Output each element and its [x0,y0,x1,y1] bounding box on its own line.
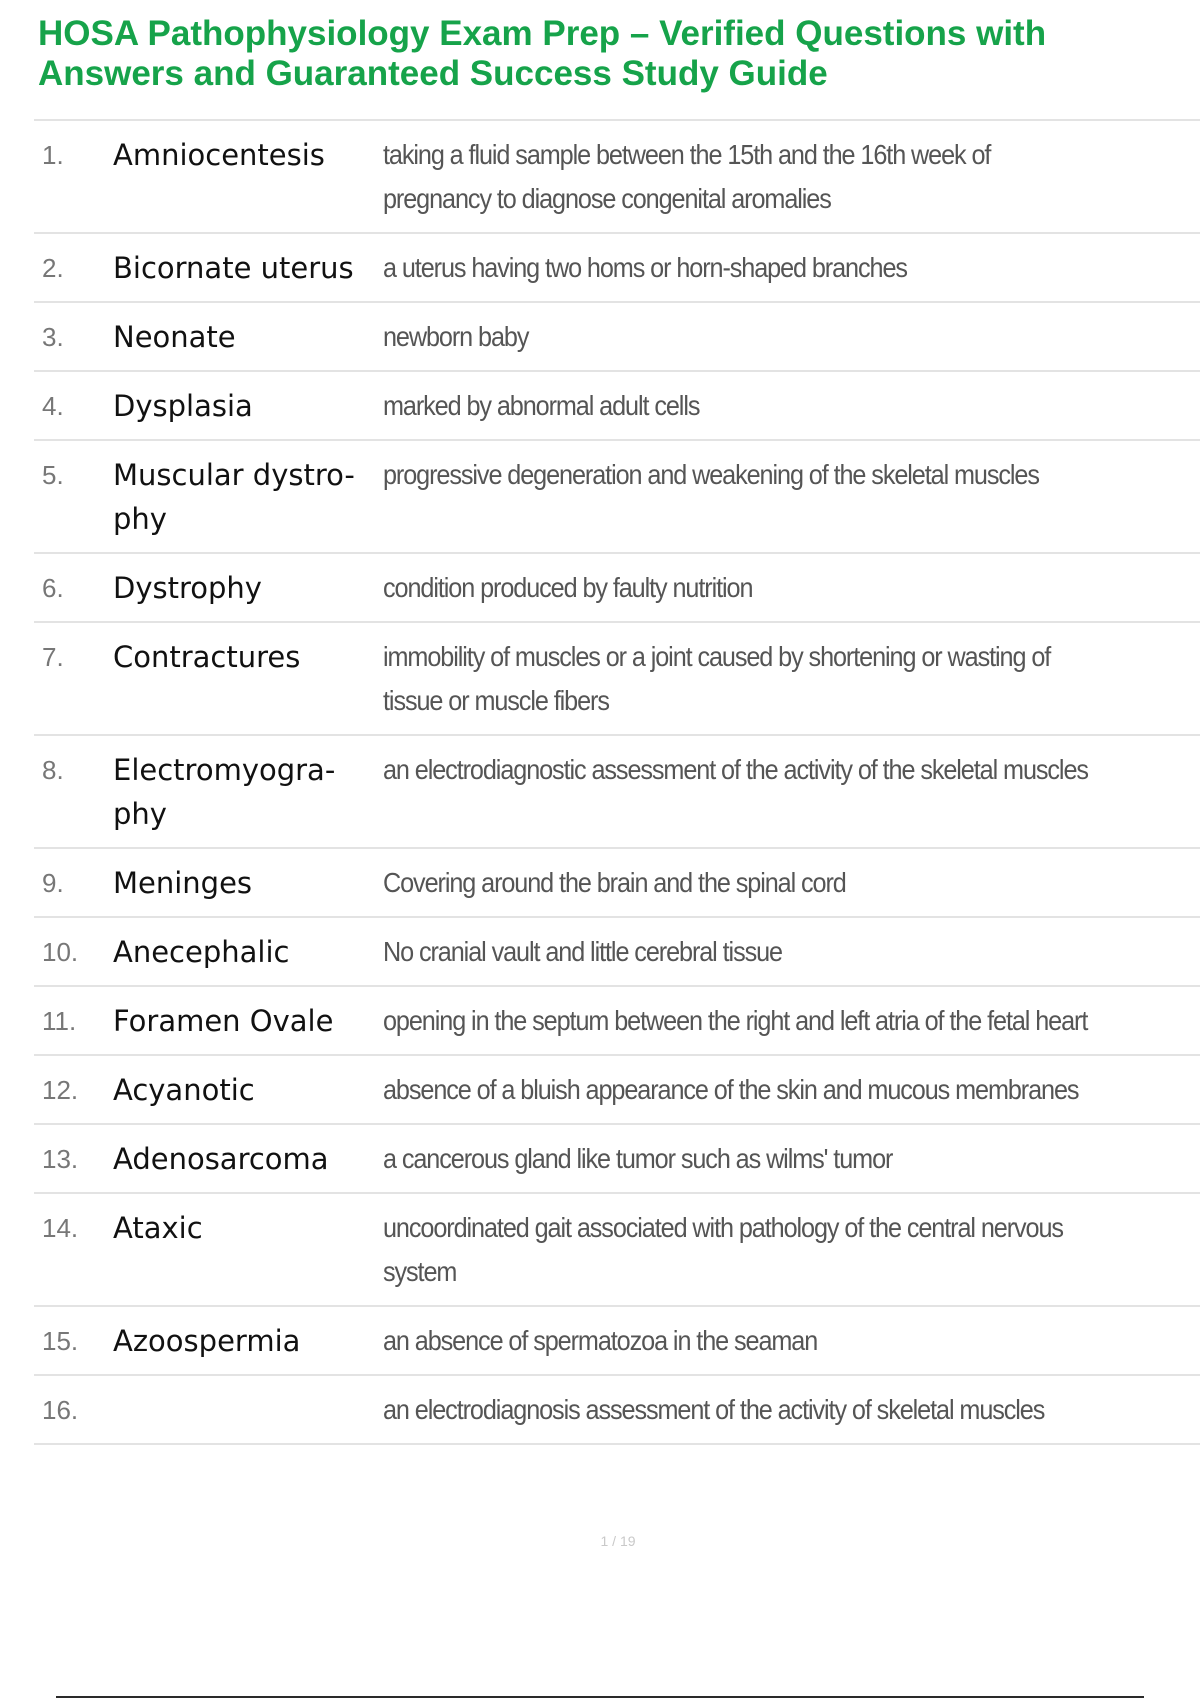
term-label: Adenosarcoma [113,1142,329,1176]
term-label: Amniocentesis [113,138,325,172]
term-label: Foramen Ovale [113,1004,334,1038]
term-label: Contractures [113,640,301,674]
term-label: Dystrophy [113,571,262,605]
row-number: 9. [42,868,64,898]
row-number: 7. [42,642,64,672]
term-definition: uncoordinated gait associated with pathology of the central nervous system [383,1212,1063,1287]
row-number: 12. [42,1075,79,1105]
table-row [34,1376,1200,1445]
term-label: Anecephalic [113,935,290,969]
row-number: 6. [42,573,64,603]
row-number: 5. [42,460,64,490]
table-row [34,372,1200,441]
row-number: 15. [42,1326,79,1356]
term-label: Ataxic [113,1211,203,1245]
term-definition: absence of a bluish appearance of the skin and mucous membranes [383,1074,1079,1105]
term-label: Neonate [113,320,236,354]
table-row [34,1125,1200,1194]
term-label: Muscular dystro- phy [113,458,355,536]
table-row [34,441,1200,554]
table-row [34,1194,1200,1307]
term-label: Bicornate uterus [113,251,354,285]
term-definition: an electrodiagnostic assessment of the activity of the skeletal muscles [383,754,1088,785]
table-row [34,736,1200,849]
term-definition: Covering around the brain and the spinal cord [383,867,846,898]
term-definition: an absence of spermatozoa in the seaman [383,1325,818,1356]
table-row [34,918,1200,987]
term-label: Meninges [113,866,253,900]
table-row [34,121,1200,234]
row-number: 2. [42,253,64,283]
row-number: 11. [42,1006,77,1036]
row-number: 4. [42,391,64,421]
term-label: Azoospermia [113,1324,301,1358]
table-row [34,849,1200,918]
term-definition: taking a fluid sample between the 15th and the 16th week of pregnancy to diagnose congenital aromalies [383,139,991,214]
term-definition: an electrodiagnosis assessment of the activity of skeletal muscles [383,1394,1045,1425]
row-number: 3. [42,322,64,352]
term-definition: newborn baby [383,321,529,352]
term-definition: No cranial vault and little cerebral tissue [383,936,782,967]
row-number: 16. [42,1395,79,1425]
row-number: 13. [42,1144,79,1174]
term-label: Electromyogra- phy [113,753,336,831]
table-row [34,554,1200,623]
term-definition: marked by abnormal adult cells [383,390,700,421]
table-row [34,987,1200,1056]
page-number: 1 / 19 [600,1533,636,1549]
row-number: 14. [42,1213,79,1243]
table-row [34,303,1200,372]
term-definition: a cancerous gland like tumor such as wilms' tumor [383,1143,893,1174]
term-label: Dysplasia [113,389,253,423]
table-row [34,1307,1200,1376]
term-definition: condition produced by faulty nutrition [383,572,753,603]
row-number: 1. [42,140,64,170]
table-row [34,1056,1200,1125]
term-definition: opening in the septum between the right and left atria of the fetal heart [383,1005,1088,1036]
row-number: 8. [42,755,64,785]
bottom-divider [56,1696,1144,1698]
term-definition: progressive degeneration and weakening of the skeletal muscles [383,459,1039,490]
term-table [34,119,1200,1445]
document-title: HOSA Pathophysiology Exam Prep – Verified Questions with Answers and Guaranteed Success Study Guide [38,14,1047,93]
row-number: 10. [42,937,79,967]
term-definition: immobility of muscles or a joint caused by shortening or wasting of tissue or muscle fibers [383,641,1051,716]
term-label: Acyanotic [113,1073,255,1107]
table-row [34,623,1200,736]
term-definition: a uterus having two homs or horn-shaped branches [383,252,907,283]
table-row [34,234,1200,303]
